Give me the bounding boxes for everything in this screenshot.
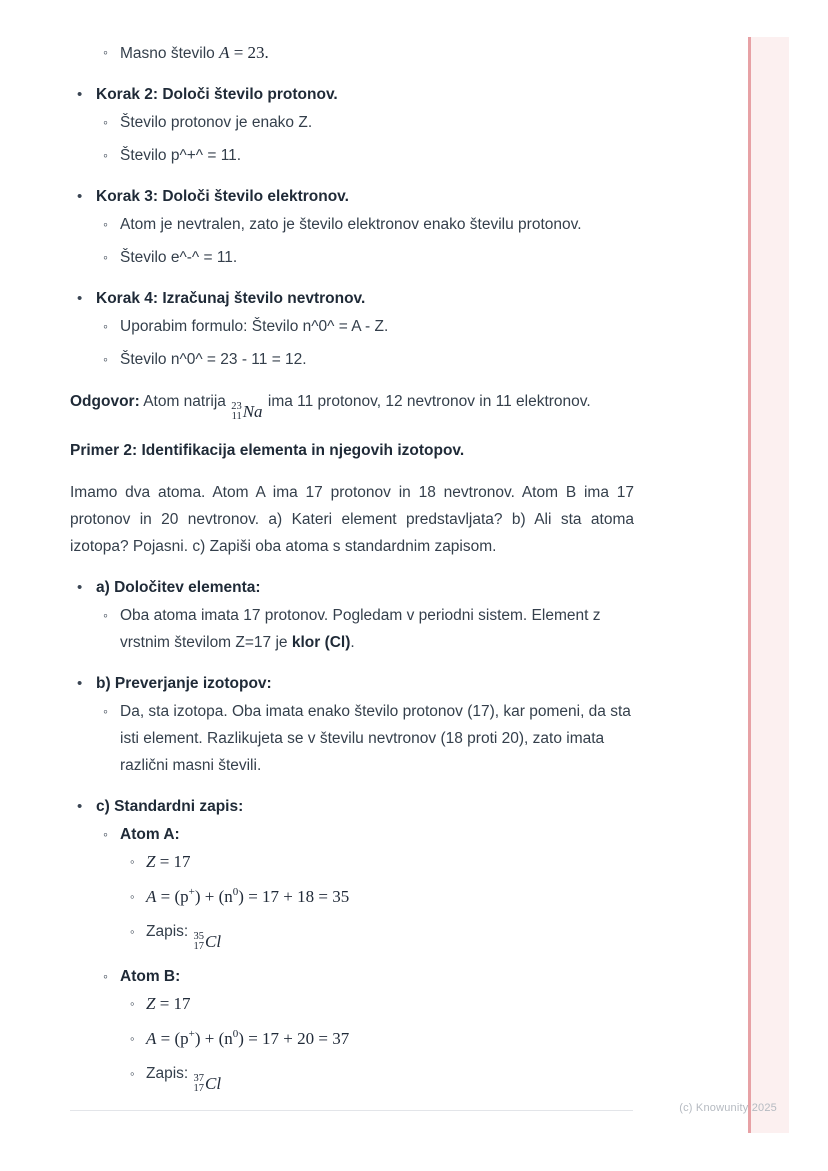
bullet-dot-icon: • bbox=[77, 579, 83, 596]
text: Število p^+^ = 11. bbox=[120, 147, 242, 164]
list-item-text bbox=[120, 698, 634, 779]
bullet-circle-icon: ◦ bbox=[103, 968, 108, 984]
math-text: ) = 17 + 18 = 35 bbox=[238, 887, 350, 906]
text: Atom natrija bbox=[139, 393, 231, 410]
list-item-text bbox=[96, 793, 634, 820]
list-item-text bbox=[146, 990, 634, 1018]
bullet-circle-icon: ◦ bbox=[103, 826, 108, 842]
list-item bbox=[70, 883, 634, 911]
text: Atom je nevtralen, zato je število elektronov enako številu protonov. bbox=[120, 216, 582, 233]
math-text: = (p bbox=[156, 887, 189, 906]
list-item bbox=[70, 1025, 634, 1053]
paragraph bbox=[70, 388, 634, 422]
bullet-circle-icon: ◦ bbox=[103, 351, 108, 367]
list-item bbox=[70, 244, 634, 271]
text: Število n^0^ = 23 - 11 = 12. bbox=[120, 351, 307, 368]
text: Oba atoma imata 17 protonov. Pogledam v periodni sistem. Element z vrstnim številom Z=17 je bbox=[120, 607, 601, 651]
list-item bbox=[70, 39, 634, 67]
bold-text: c) Standardni zapis: bbox=[96, 798, 244, 815]
bullet-circle-icon: ◦ bbox=[130, 1066, 135, 1081]
bold-text: Korak 2: Določi število protonov. bbox=[96, 86, 338, 103]
math-text: = (p bbox=[156, 1029, 189, 1048]
bold-text: Odgovor: bbox=[70, 393, 140, 410]
list-item-text bbox=[96, 574, 634, 601]
math-text: = 23. bbox=[229, 43, 269, 62]
list-item-text bbox=[120, 821, 634, 848]
bullet-dot-icon: • bbox=[77, 290, 83, 307]
footer-copyright: (c) Knowunity 2025 bbox=[679, 1102, 777, 1114]
text: Uporabim formulo: Število n^0^ = A - Z. bbox=[120, 318, 389, 335]
paragraph bbox=[70, 479, 634, 560]
document-body bbox=[70, 39, 634, 1111]
math-superscript: 0 bbox=[232, 885, 239, 898]
math-text: ) + (n bbox=[194, 1029, 233, 1048]
bullet-circle-icon: ◦ bbox=[130, 889, 135, 904]
list-item bbox=[70, 698, 634, 779]
bullet-circle-icon: ◦ bbox=[103, 703, 108, 719]
list-item-text bbox=[146, 1025, 634, 1053]
section-divider bbox=[70, 1110, 633, 1111]
bold-text: Atom B: bbox=[120, 968, 181, 985]
document-page bbox=[70, 39, 634, 1111]
math-text: ) = 17 + 20 = 37 bbox=[238, 1029, 350, 1048]
list-item bbox=[70, 313, 634, 340]
bullet-circle-icon: ◦ bbox=[103, 607, 108, 623]
isotope-mass-number: 37 bbox=[193, 1073, 205, 1084]
list-item bbox=[70, 346, 634, 373]
bold-text: klor (Cl) bbox=[291, 634, 351, 651]
isotope-stack bbox=[194, 1074, 205, 1094]
text: Da, sta izotopa. Oba imata enako število protonov (17), kar pomeni, da sta isti element. Razlikujeta se v številu nevtronov (18 proti 20), zato imata različni masni števili. bbox=[120, 703, 631, 774]
list-item-text bbox=[120, 346, 634, 373]
isotope-notation bbox=[231, 402, 262, 422]
math-text: A bbox=[219, 43, 230, 62]
element-symbol: Cl bbox=[205, 1074, 222, 1093]
list-item bbox=[70, 285, 634, 312]
text: Masno število bbox=[120, 45, 220, 62]
list-item bbox=[70, 211, 634, 238]
list-item-text bbox=[120, 39, 634, 67]
list-item bbox=[70, 602, 634, 656]
math-text: = 17 bbox=[155, 852, 191, 871]
list-item bbox=[70, 821, 634, 848]
bold-text: Atom A: bbox=[120, 826, 180, 843]
bullet-circle-icon: ◦ bbox=[103, 249, 108, 265]
bold-text: Korak 4: Izračunaj število nevtronov. bbox=[96, 290, 366, 307]
text: Zapis: bbox=[146, 923, 193, 940]
isotope-notation bbox=[194, 932, 222, 952]
isotope-atomic-number: 11 bbox=[231, 411, 242, 422]
text: Imamo dva atoma. Atom A ima 17 protonov in 18 nevtronov. Atom B ima 17 protonov in 20 nevtronov. a) Kateri element predstavljata? b) Ali sta atoma izotopa? Pojasni. c) Zapiši oba atoma s standardnim zapisom. bbox=[70, 484, 634, 555]
bullet-dot-icon: • bbox=[77, 798, 83, 815]
list-item-text bbox=[96, 285, 634, 312]
list-item-text bbox=[120, 602, 634, 656]
math-superscript: 0 bbox=[232, 1027, 239, 1040]
list-item-text bbox=[120, 244, 634, 271]
bullet-circle-icon: ◦ bbox=[103, 44, 108, 60]
math-superscript: + bbox=[188, 885, 195, 898]
bullet-circle-icon: ◦ bbox=[130, 924, 135, 939]
list-item bbox=[70, 183, 634, 210]
list-item-text bbox=[146, 848, 634, 876]
list-item bbox=[70, 918, 634, 952]
element-symbol: Cl bbox=[205, 932, 222, 951]
list-item-text bbox=[96, 81, 634, 108]
list-item bbox=[70, 670, 634, 697]
bullet-circle-icon: ◦ bbox=[130, 854, 135, 869]
bold-text: Primer 2: Identifikacija elementa in njegovih izotopov. bbox=[70, 442, 465, 459]
isotope-stack bbox=[194, 932, 205, 952]
math-text: ) + (n bbox=[194, 887, 233, 906]
bullet-dot-icon: • bbox=[77, 86, 83, 103]
isotope-mass-number: 23 bbox=[231, 401, 242, 412]
math-text: Z bbox=[146, 994, 156, 1013]
math-text: A bbox=[146, 1029, 157, 1048]
element-symbol: Na bbox=[242, 402, 263, 421]
accent-strip bbox=[748, 37, 789, 1133]
list-item bbox=[70, 1060, 634, 1094]
bullet-dot-icon: • bbox=[77, 188, 83, 205]
text: Število e^-^ = 11. bbox=[120, 249, 238, 266]
list-item-text bbox=[146, 883, 634, 911]
list-item-text bbox=[120, 963, 634, 990]
list-item-text bbox=[120, 142, 634, 169]
bullet-circle-icon: ◦ bbox=[103, 147, 108, 163]
bullet-circle-icon: ◦ bbox=[130, 996, 135, 1011]
list-item-text bbox=[146, 918, 634, 952]
bold-text: b) Preverjanje izotopov: bbox=[96, 675, 272, 692]
list-item bbox=[70, 990, 634, 1018]
math-text: Z bbox=[146, 852, 156, 871]
list-item bbox=[70, 142, 634, 169]
list-item-text bbox=[96, 670, 634, 697]
list-item bbox=[70, 109, 634, 136]
bullet-circle-icon: ◦ bbox=[103, 318, 108, 334]
bullet-circle-icon: ◦ bbox=[103, 114, 108, 130]
math-superscript: + bbox=[188, 1027, 195, 1040]
text: . bbox=[350, 634, 355, 651]
list-item bbox=[70, 793, 634, 820]
list-item-text bbox=[146, 1060, 634, 1094]
math-text: = 17 bbox=[155, 994, 191, 1013]
text: Število protonov je enako Z. bbox=[120, 114, 313, 131]
list-item bbox=[70, 963, 634, 990]
text: Zapis: bbox=[146, 1065, 193, 1082]
isotope-atomic-number: 17 bbox=[193, 941, 205, 952]
text: ima 11 protonov, 12 nevtronov in 11 elektronov. bbox=[263, 393, 591, 410]
list-item-text bbox=[120, 313, 634, 340]
bullet-dot-icon: • bbox=[77, 675, 83, 692]
isotope-atomic-number: 17 bbox=[193, 1083, 205, 1094]
isotope-stack bbox=[231, 402, 242, 422]
isotope-notation bbox=[194, 1074, 222, 1094]
list-item-text bbox=[120, 211, 634, 238]
bold-text: Korak 3: Določi število elektronov. bbox=[96, 188, 349, 205]
paragraph bbox=[70, 437, 634, 464]
bullet-circle-icon: ◦ bbox=[130, 1031, 135, 1046]
list-item-text bbox=[120, 109, 634, 136]
list-item bbox=[70, 574, 634, 601]
isotope-mass-number: 35 bbox=[193, 931, 205, 942]
list-item-text bbox=[96, 183, 634, 210]
list-item bbox=[70, 81, 634, 108]
bold-text: a) Določitev elementa: bbox=[96, 579, 261, 596]
math-text: A bbox=[146, 887, 157, 906]
bullet-circle-icon: ◦ bbox=[103, 216, 108, 232]
list-item bbox=[70, 848, 634, 876]
